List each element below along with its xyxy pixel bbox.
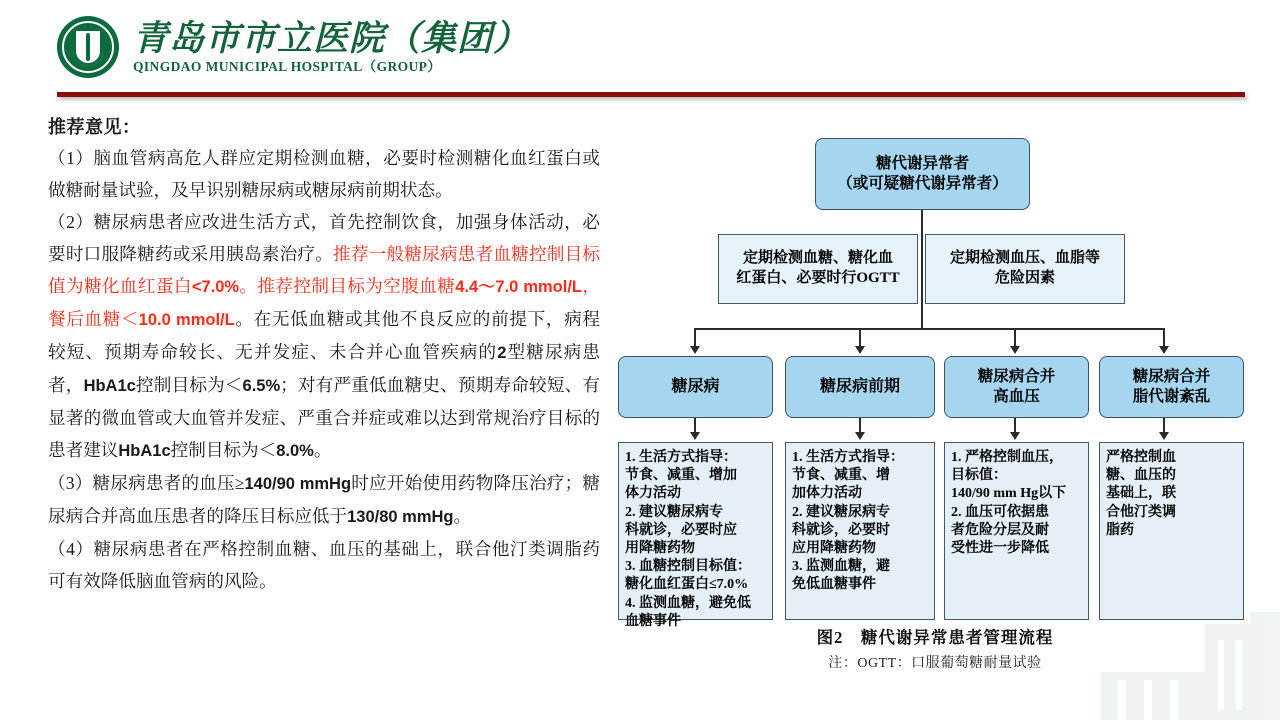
paragraph-4: （4）糖尿病患者在严格控制血糖、血压的基础上，联合他汀类调脂药可有效降低脑血管病的风险。 (48, 539, 600, 591)
flow-node-root: 糖代谢异常者 （或可疑糖代谢异常者） (815, 138, 1030, 210)
hospital-emblem-icon (57, 16, 119, 78)
page-title: 推荐意见： (48, 117, 141, 137)
flow-node-category-1: 糖尿病 (618, 356, 773, 418)
flow-node-category-2: 糖尿病前期 (785, 356, 935, 418)
flow-connector-leg-3 (1014, 328, 1016, 348)
paragraph-2: （2）糖尿病患者应改进生活方式，首先控制饮食，加强身体活动，必要时口服降糖药或采用胰岛素治疗。推荐一般糖尿病患者血糖控制目标值为糖化血红蛋白<7.0%。推荐控制目标为空腹血糖4.4～7.0 mmol/L，餐后血糖＜10.0 mmol/L。在无低血糖或其他不良反应的前提下，病程较短、预期寿命较长、无并发症、未合并心血管疾病的2型糖尿病患者，HbA1c控制目标为＜6.5%；对有严重低血糖史、预期寿命较短、有显著的微血管或大血管并发症、严重合并症或难以达到常规治疗目标的患者建议HbA1c控制目标为＜8.0%。 (48, 212, 600, 460)
flow-node-monitor-1: 定期检测血糖、糖化血 红蛋白、必要时行OGTT (718, 234, 918, 304)
flow-node-category-4: 糖尿病合并 脂代谢紊乱 (1099, 356, 1244, 418)
flow-arrow-detail-1 (690, 432, 700, 440)
patient-management-flowchart (610, 124, 1260, 684)
hospital-logo (57, 16, 529, 78)
flow-arrow-2 (855, 346, 865, 354)
flow-arrow-1 (690, 346, 700, 354)
org-name-cn: 青岛市市立医院（集团） (133, 18, 530, 58)
paragraph-3: （3）糖尿病患者的血压≥140/90 mmHg时应开始使用药物降压治疗；糖尿病合并高血压患者的降压目标应低于130/80 mmHg。 (48, 473, 600, 526)
recommendations-panel (48, 113, 600, 597)
flow-arrow-detail-2 (855, 432, 865, 440)
figure-note: 注：OGTT：口服葡萄糖耐量试验 (828, 656, 1042, 671)
flow-connector-split-bar (694, 328, 1164, 330)
flow-node-category-3: 糖尿病合并 高血压 (944, 356, 1089, 418)
flow-connector-root-stem (921, 210, 923, 329)
flow-connector-leg-2 (859, 328, 861, 348)
logo-text-group (133, 18, 530, 74)
flow-connector-leg-4 (1163, 328, 1165, 348)
paragraph-1: （1）脑血管病高危人群应定期检测血糖，必要时检测糖化血红蛋白或做糖耐量试验，及早识别糖尿病或糖尿病前期状态。 (48, 148, 600, 200)
flow-arrow-detail-3 (1010, 432, 1020, 440)
flow-node-monitor-2: 定期检测血压、血脂等 危险因素 (925, 234, 1125, 304)
flow-node-detail-1: 1. 生活方式指导： 节食、减重、增加 体力活动 2. 建议糖尿病专 科就诊，必要时应 用降糖药物 3. 血糖控制目标值： 糖化血红蛋白≤7.0% 4. 监测血糖，避免低 血糖事件 (618, 442, 773, 620)
flow-connector-leg-1 (694, 328, 696, 348)
org-name-en: QINGDAO MUNICIPAL HOSPITAL（GROUP） (133, 58, 442, 74)
figure-caption (610, 624, 1260, 672)
emblem-rod-icon (86, 33, 90, 61)
flow-node-detail-3: 1. 严格控制血压， 目标值： 140/90 mm Hg以下 2. 血压可依据患 者危险分层及耐 受性进一步降低 (944, 442, 1089, 620)
flow-node-detail-4: 严格控制血 糖、血压的 基础上，联 合他汀类调 脂药 (1099, 442, 1244, 620)
figure-title: 图2 糖代谢异常患者管理流程 (816, 628, 1054, 647)
flow-arrow-detail-4 (1159, 432, 1169, 440)
flow-arrow-3 (1010, 346, 1020, 354)
header-divider (57, 92, 1245, 97)
slide-header (0, 0, 1280, 100)
flow-arrow-4 (1159, 346, 1169, 354)
flow-node-detail-2: 1. 生活方式指导： 节食、减重、增 加体力活动 2. 建议糖尿病专 科就诊，必要时 应用降糖药物 3. 监测血糖，避 免低血糖事件 (785, 442, 935, 620)
